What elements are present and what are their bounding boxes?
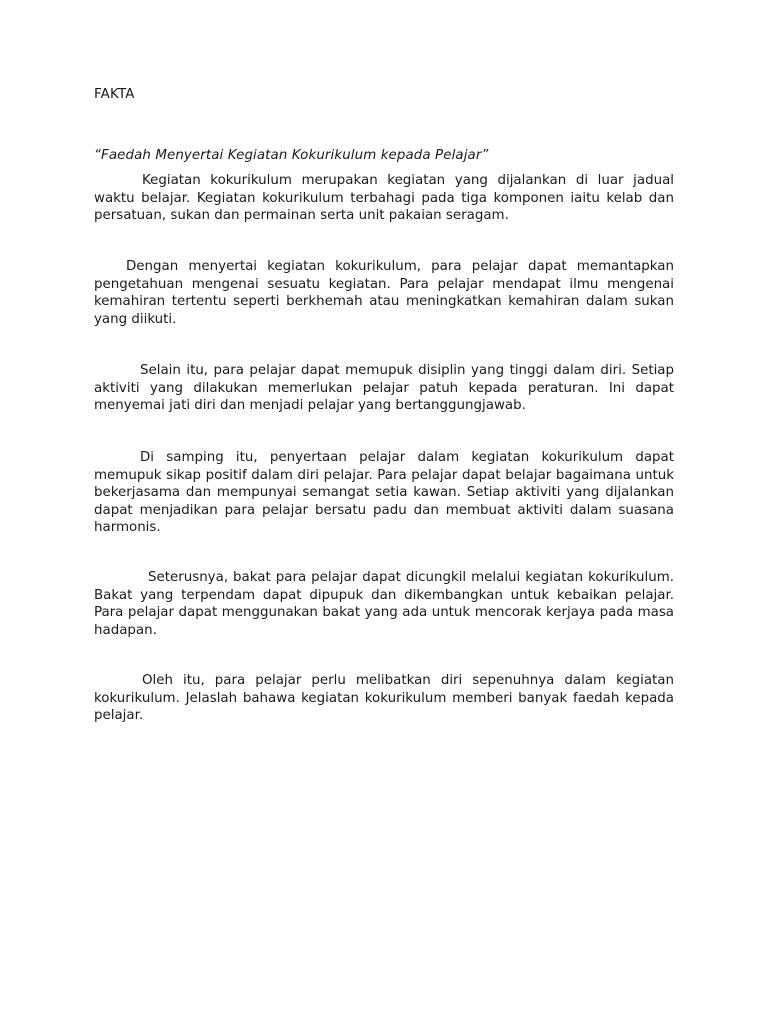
document-heading: FAKTA	[94, 87, 135, 102]
paragraph-6: Oleh itu, para pelajar perlu melibatkan diri sepenuhnya dalam kegiatan kokurikulum. Jelaslah bahawa kegiatan kokurikulum memberi banyak faedah kepada pelajar.	[94, 673, 674, 723]
paragraph-1: Kegiatan kokurikulum merupakan kegiatan yang dijalankan di luar jadual waktu belajar. Kegiatan kokurikulum terbahagi pada tiga komponen iaitu kelab dan persatuan, sukan dan permainan serta unit pakaian seragam.	[94, 173, 674, 223]
paragraph-2: Dengan menyertai kegiatan kokurikulum, para pelajar dapat memantapkan pengetahuan mengenai sesuatu kegiatan. Para pelajar mendapat ilmu mengenai kemahiran tertentu seperti berkhemah atau meningkatkan kemahiran dalam sukan yang diikuti.	[94, 259, 674, 327]
paragraph-4: Di samping itu, penyertaan pelajar dalam kegiatan kokurikulum dapat memupuk sikap positif dalam diri pelajar. Para pelajar dapat belajar bagaimana untuk bekerjasama dan mempunyai semangat setia kawan. Setiap aktiviti yang dijalankan dapat menjadikan para pelajar bersatu padu dan membuat aktiviti dalam suasana harmonis.	[94, 450, 674, 535]
paragraph-5: Seterusnya, bakat para pelajar dapat dicungkil melalui kegiatan kokurikulum. Bakat yang terpendam dapat dipupuk dan dikembangkan untuk kebaikan pelajar. Para pelajar dapat menggunakan bakat yang ada untuk mencorak kerjaya pada masa hadapan.	[94, 570, 674, 638]
essay-title: “Faedah Menyertai Kegiatan Kokurikulum kepada Pelajar”	[94, 148, 489, 163]
paragraph-3: Selain itu, para pelajar dapat memupuk disiplin yang tinggi dalam diri. Setiap aktiviti yang dilakukan memerlukan pelajar patuh kepada peraturan. Ini dapat menyemai jati diri dan menjadi pelajar yang bertanggungjawab.	[94, 363, 674, 413]
